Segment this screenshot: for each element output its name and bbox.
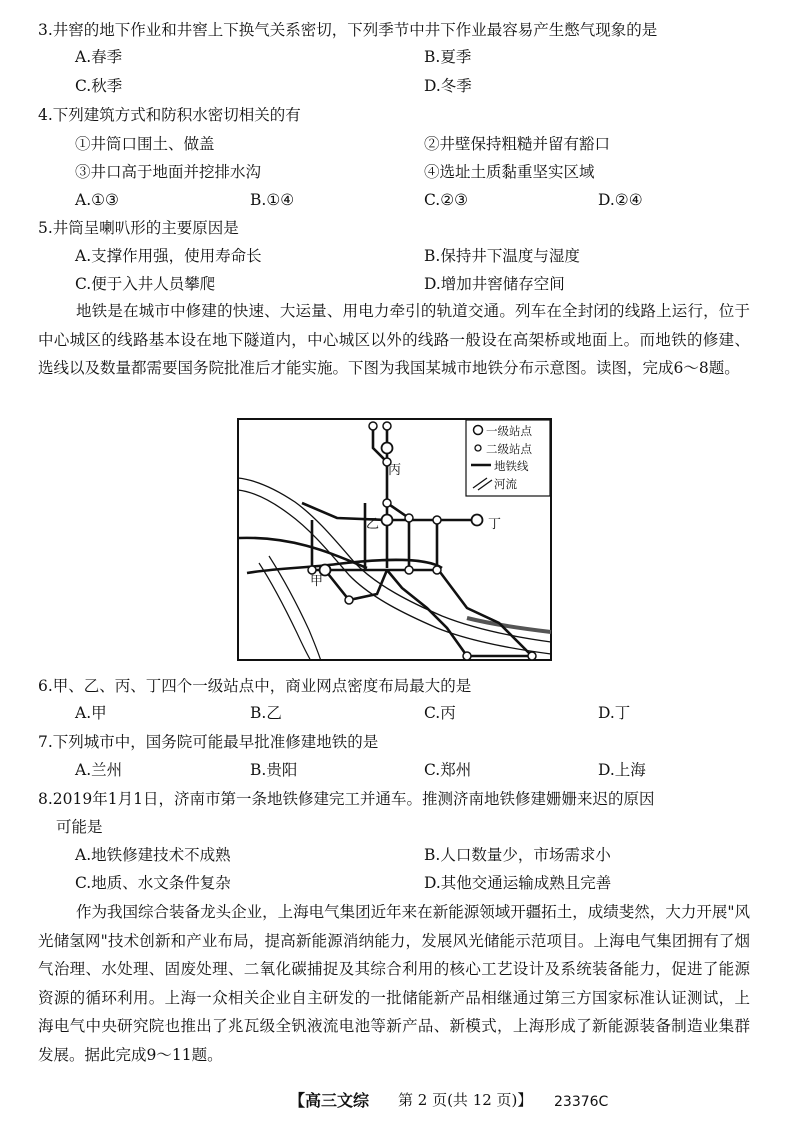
q4-option-b: B.①④ (250, 191, 295, 209)
q4-option-a: A.①③ (75, 191, 119, 209)
q8-stem-line2: 可能是 (56, 818, 103, 836)
q4-stem: 4.下列建筑方式和防积水密切相关的有 (38, 106, 301, 124)
q6-option-a: A.甲 (75, 704, 107, 722)
q4-option-c: C.②③ (424, 191, 469, 209)
legend-second-level: 二级站点 (486, 444, 532, 456)
station-secondary (369, 422, 377, 430)
station-secondary (463, 652, 471, 660)
legend-subway: 地铁线 (494, 461, 529, 473)
q8-option-c: C.地质、水文条件复杂 (75, 874, 231, 892)
station-bing-marker (382, 443, 393, 454)
station-secondary (345, 596, 353, 604)
station-ding-label: 丁 (488, 516, 502, 531)
map-legend (466, 420, 550, 496)
subway-map (237, 418, 552, 661)
station-bing-label: 丙 (388, 462, 402, 477)
q4-option-d: D.②④ (598, 191, 643, 209)
q5-option-d: D.增加井窖储存空间 (424, 275, 565, 293)
legend-second-level-icon (475, 445, 481, 451)
q8-option-b: B.人口数量少，市场需求小 (424, 846, 611, 864)
q8-option-d: D.其他交通运输成熟且完善 (424, 874, 612, 892)
q7-option-a: A.兰州 (75, 761, 123, 779)
q5-option-a: A.支撑作用强，使用寿命长 (75, 247, 262, 265)
q6-option-d: D.丁 (598, 704, 631, 722)
station-secondary (433, 566, 441, 574)
q4-item-3: ③井口高于地面并挖排水沟 (75, 163, 262, 181)
station-secondary (383, 422, 391, 430)
q8-stem-line1: 8.2019年1月1日，济南市第一条地铁修建完工并通车。推测济南地铁修建姗姗来迟的原因 (38, 790, 655, 808)
q7-option-b: B.贵阳 (250, 761, 298, 779)
legend-first-level: 一级站点 (486, 426, 532, 438)
q3-option-d: D.冬季 (424, 77, 472, 95)
station-yi-label: 乙 (366, 516, 380, 531)
station-secondary (405, 566, 413, 574)
station-secondary (405, 514, 413, 522)
station-secondary (528, 652, 536, 660)
q3-stem: 3.井窖的地下作业和井窖上下换气关系密切，下列季节中井下作业最容易产生憋气现象的是 (38, 21, 658, 39)
q4-item-2: ②井壁保持粗糙并留有豁口 (424, 135, 611, 153)
station-secondary (433, 516, 441, 524)
q7-option-c: C.郑州 (424, 761, 472, 779)
q3-option-a: A.春季 (75, 48, 123, 66)
passage-subway: 地铁是在城市中修建的快速、大运量、用电力牵引的轨道交通。列车在全封闭的线路上运行，位于中心城区的线路基本设在地下隧道内，中心城区以外的线路一般设在高架桥或地面上。而地铁的修建、选线以及数量都需要国务院批准后才能实施。下图为我国某城市地铁分布示意图。读图，完成6～8题。 (38, 302, 750, 378)
station-secondary (383, 499, 391, 507)
q3-option-b: B.夏季 (424, 48, 472, 66)
station-jia-label: 甲 (310, 573, 324, 588)
passage-shanghai-electric: 作为我国综合装备龙头企业，上海电气集团近年来在新能源领域开疆拓土，成绩斐然，大力开展"风光储氢网"技术创新和产业布局，提高新能源消纳能力，发展风光储能示范项目。上海电气集团拥有了烟气治理、水处理、固废处理、二氧化碳捕捉及其综合利用的核心工艺设计及系统装备能力，促进了能源资源的循环利用。上海一众相关企业自主研发的一批储能新产品相继通过第三方国家标准认证测试，上海电气中央研究院也推出了兆瓦级全钒液流电池等新产品、新模式，上海形成了新能源装备制造业集群发展。据此完成9～11题。 (38, 903, 750, 1064)
q4-item-1: ①井筒口围土、做盖 (75, 135, 215, 153)
q6-option-c: C.丙 (424, 704, 456, 722)
q6-option-b: B.乙 (250, 704, 282, 722)
q7-option-d: D.上海 (598, 761, 646, 779)
q5-option-b: B.保持井下温度与湿度 (424, 247, 580, 265)
q6-stem: 6.甲、乙、丙、丁四个一级站点中，商业网点密度布局最大的是 (38, 677, 472, 695)
page-footer (0, 1088, 794, 1110)
legend-first-level-icon (474, 426, 483, 435)
station-ding-marker (472, 515, 483, 526)
station-yi-marker (382, 515, 393, 526)
q3-option-c: C.秋季 (75, 77, 123, 95)
footer-page-number: 第 2 页(共 12 页)】 (398, 1091, 533, 1109)
q5-stem: 5.井筒呈喇叭形的主要原因是 (38, 219, 239, 237)
q5-option-c: C.便于入井人员攀爬 (75, 275, 216, 293)
footer-title: 【高三文综 (289, 1091, 370, 1110)
footer-exam-code: 23376C (554, 1094, 609, 1110)
q8-option-a: A.地铁修建技术不成熟 (75, 846, 231, 864)
q7-stem: 7.下列城市中，国务院可能最早批准修建地铁的是 (38, 733, 379, 751)
q4-item-4: ④选址土质黏重坚实区域 (424, 163, 595, 181)
legend-river: 河流 (494, 479, 517, 491)
